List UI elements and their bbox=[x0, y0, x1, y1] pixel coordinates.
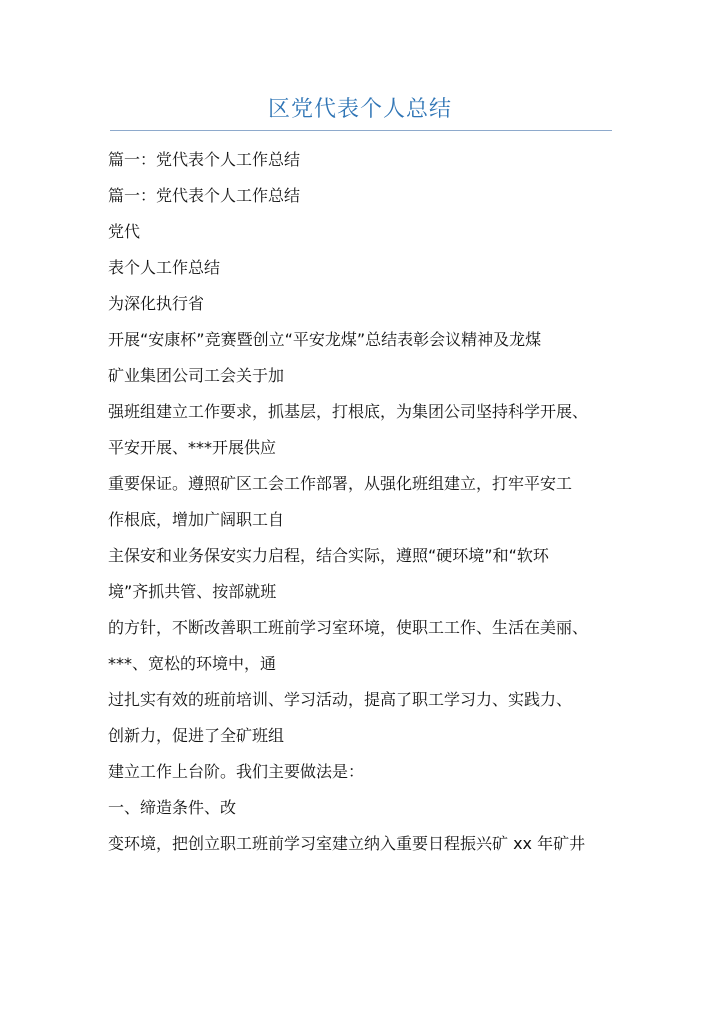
body-line: 主保安和业务保安实力启程，结合实际，遵照“硬环境”和“软环 bbox=[108, 546, 549, 565]
body-line: 为深化执行省 bbox=[108, 294, 205, 313]
body-line: 表个人工作总结 bbox=[108, 258, 221, 277]
body-line: 作根底，增加广阔职工自 bbox=[108, 510, 285, 529]
body-line: 平安开展、***开展供应 bbox=[108, 438, 277, 457]
body-line: ***、宽松的环境中，通 bbox=[108, 654, 277, 673]
body-line: 的方针，不断改善职工班前学习室环境，使职工工作、生活在美丽、 bbox=[108, 618, 589, 637]
body-line: 篇一：党代表个人工作总结 bbox=[108, 186, 301, 205]
body-line: 篇一：党代表个人工作总结 bbox=[108, 150, 301, 169]
body-line: 变环境，把创立职工班前学习室建立纳入重要日程振兴矿 xx 年矿井 bbox=[108, 834, 586, 853]
document-title: 区党代表个人总结 bbox=[267, 97, 452, 122]
body-line: 创新力，促进了全矿班组 bbox=[108, 726, 285, 745]
body-line: 境”齐抓共管、按部就班 bbox=[108, 582, 277, 601]
body-line: 强班组建立工作要求，抓基层，打根底，为集团公司坚持科学开展、 bbox=[108, 402, 589, 421]
body-line: 党代 bbox=[108, 222, 141, 241]
title-divider bbox=[110, 130, 612, 131]
body-line: 建立工作上台阶。我们主要做法是： bbox=[108, 762, 365, 781]
body-line: 一、缔造条件、改 bbox=[108, 798, 237, 817]
body-line: 重要保证。遵照矿区工会工作部署，从强化班组建立，打牢平安工 bbox=[108, 474, 573, 493]
body-line: 过扎实有效的班前培训、学习活动，提高了职工学习力、实践力、 bbox=[108, 690, 573, 709]
body-line: 矿业集团公司工会关于加 bbox=[108, 366, 285, 385]
body-line: 开展“安康杯”竞赛暨创立“平安龙煤”总结表彰会议精神及龙煤 bbox=[108, 330, 542, 349]
